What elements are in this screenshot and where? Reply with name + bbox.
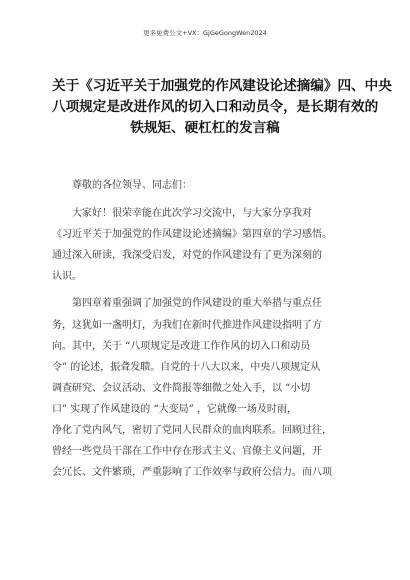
paragraph-1 — [52, 203, 362, 287]
paragraph-line: 务，这犹如一盏明灯，为我们在新时代推进作风建设指明了方 — [52, 319, 322, 331]
paragraph-line: 第四章着重强调了加强党的作风建设的重大举措与重点任 — [72, 298, 322, 310]
paragraph-line: 令” 的论述，振聋发聩。自党的十八大以来，中央八项规定从 — [52, 361, 321, 373]
paragraph-line: 曾经一些党员干部在工作中存在形式主义、官僚主义问题，开 — [52, 446, 322, 458]
paragraph-2 — [52, 293, 362, 483]
document-body — [52, 175, 362, 483]
paragraph-line: 《习近平关于加强党的作风建设论述摘编》第四章的学习感悟。 — [52, 229, 332, 241]
paragraph-line: 调查研究、会议活动、文件简报等细微之处入手，以 “小切 — [52, 382, 311, 394]
title-line: 关于《习近平关于加强党的作风建设论述摘编》四、中央 — [52, 78, 392, 94]
paragraph-line: 净化了党内风气，密切了党同人民群众的血肉联系。回顾过往， — [52, 425, 332, 437]
paragraph-line: 大家好！很荣幸能在此次学习交流中，与大家分享我对 — [72, 208, 312, 220]
document-title — [52, 76, 392, 139]
title-line: 八项规定是改进作风的切入口和动员令，是长期有效的 — [52, 99, 379, 115]
paragraph-line: 口” 实现了作风建设的 “大变局” ，它就像一场及时雨， — [52, 403, 297, 415]
paragraph-line: 会冗长、文件繁琐，严重影响了工作效率与政府公信力。而八项 — [52, 467, 332, 479]
paragraph-line: 通过深入研读，我深受启发，对党的作风建设有了更为深刻的 — [52, 250, 322, 262]
paragraph-line: 认识。 — [52, 271, 82, 283]
paragraph-line: 向。其中，关于 “八项规定是改进工作作风的切入口和动员 — [52, 340, 311, 352]
salutation: 尊敬的各位领导、同志们： — [72, 180, 192, 191]
header-note: 更多免费公文+VX：GjGeGongWen2024 — [143, 29, 267, 37]
title-line: 铁规矩、硬杠杠的发言稿 — [130, 120, 280, 136]
